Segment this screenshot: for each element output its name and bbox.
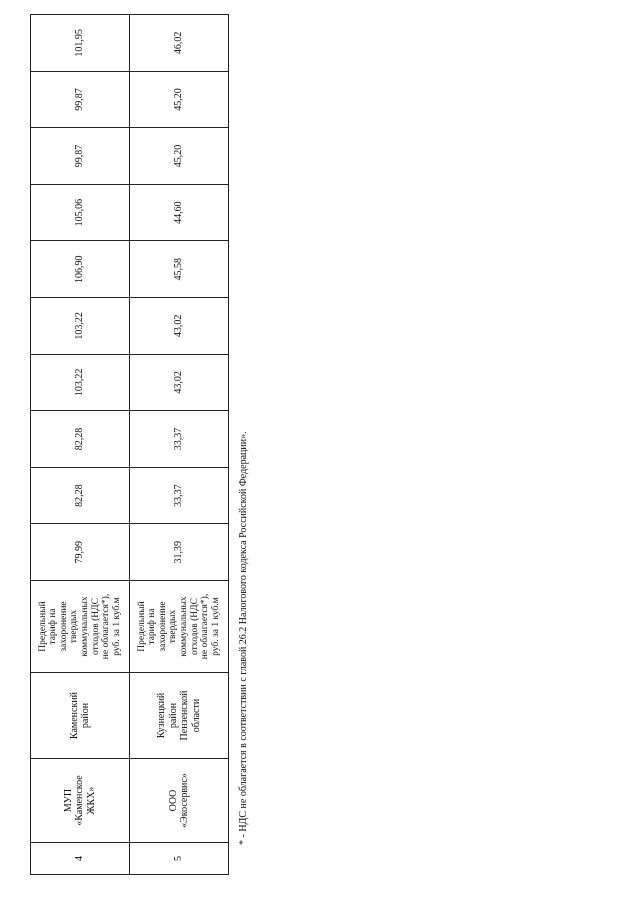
tariff-value: 106,90 — [31, 241, 130, 298]
description-line: захоронение — [58, 601, 69, 652]
tariff-value: 33,37 — [130, 411, 229, 468]
district-line: Пензенской — [179, 690, 190, 741]
rotated-page — [0, 15, 300, 875]
tariff-value: 103,22 — [31, 354, 130, 411]
organization-line: ООО — [167, 789, 179, 812]
description-line: Предельный — [37, 601, 48, 652]
row-number: 4 — [31, 843, 130, 875]
description-line: руб. за 1 куб.м — [210, 597, 221, 656]
organization-cell — [31, 759, 130, 843]
organization-line: МУП — [62, 788, 74, 813]
description-line: тариф на — [147, 608, 158, 645]
description-line: не облагается*), — [101, 593, 112, 660]
organization-line: «Каменское — [74, 775, 86, 826]
district-cell — [130, 673, 229, 759]
district-line: Кузнецкий — [156, 692, 167, 739]
description-line: Предельный — [136, 601, 147, 652]
description-line: коммунальных — [80, 596, 90, 657]
description-cell — [130, 581, 229, 673]
tariff-value: 44,60 — [130, 184, 229, 241]
tariff-value: 43,02 — [130, 298, 229, 355]
tariff-value: 99,87 — [31, 128, 130, 185]
tariff-value: 79,99 — [31, 524, 130, 581]
description-line: отходов (НДС — [90, 598, 101, 655]
tariff-value: 33,37 — [130, 467, 229, 524]
district-line: области — [190, 698, 202, 733]
tariff-value: 45,20 — [130, 71, 229, 128]
footnote: * - НДС не облагается в соответствии с главой 26.2 Налогового кодекса Российской Федерации». — [238, 431, 249, 845]
district-line: Каменский — [68, 691, 80, 740]
tariff-value: 45,58 — [130, 241, 229, 298]
description-line: твердых — [168, 609, 179, 644]
description-line: отходов (НДС — [189, 598, 200, 655]
tariff-value: 45,20 — [130, 128, 229, 185]
organization-line: ЖКХ» — [85, 786, 97, 815]
table-row — [130, 15, 229, 875]
description-cell — [31, 581, 130, 673]
tariff-value: 43,02 — [130, 354, 229, 411]
description-line: тариф на — [48, 608, 59, 645]
organization-cell — [130, 759, 229, 843]
tariff-value: 82,28 — [31, 467, 130, 524]
tariff-value: 105,06 — [31, 184, 130, 241]
tariff-value: 82,28 — [31, 411, 130, 468]
tariff-value: 101,95 — [31, 15, 130, 72]
description-line: твердых — [69, 609, 80, 644]
tariff-value: 31,39 — [130, 524, 229, 581]
table-row — [31, 15, 130, 875]
district-line: район — [80, 702, 91, 729]
district-line: район — [167, 702, 179, 729]
description-line: захоронение — [157, 601, 168, 652]
tariff-value: 46,02 — [130, 15, 229, 72]
district-cell — [31, 673, 130, 759]
description-line: коммунальных — [179, 596, 189, 657]
description-line: не облагается*), — [200, 593, 211, 660]
row-number: 5 — [130, 843, 229, 875]
tariff-value: 99,87 — [31, 71, 130, 128]
tariff-table — [30, 14, 229, 875]
tariff-value: 103,22 — [31, 298, 130, 355]
organization-line: «Экосервис» — [179, 773, 190, 828]
description-line: руб. за 1 куб.м — [111, 597, 122, 656]
